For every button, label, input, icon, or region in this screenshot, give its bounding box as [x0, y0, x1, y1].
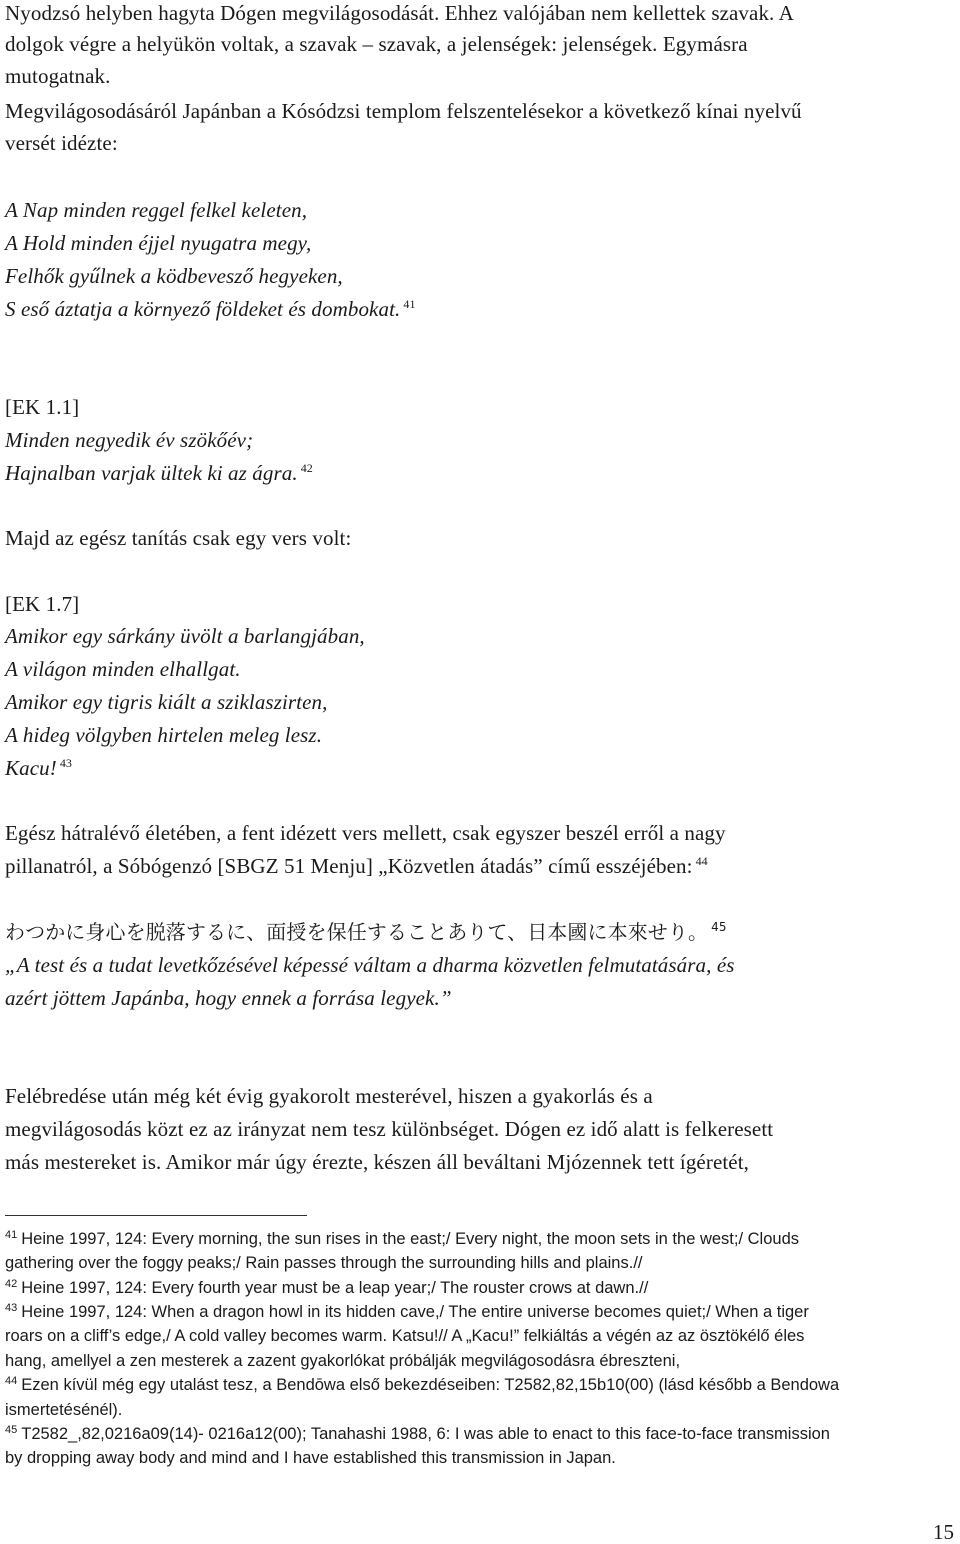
footnote-text: Ezen kívül még egy utalást tesz, a Bendōwa első bekezdéseiben: T2582,82,15b10(00) (lásd később a Bendowa — [21, 1376, 840, 1394]
footnote-44 — [5, 1373, 839, 1397]
footnote-text: T2582_,82,0216a09(14)- 0216a12(00); Tanahashi 1988, 6: I was able to enact to this face-to-face transmission — [21, 1425, 830, 1443]
poem1-line — [5, 295, 416, 323]
footnote-ref-45[interactable]: 45 — [711, 920, 727, 935]
body1-last-text: pillanatról, a Sóbógenzó [SBGZ 51 Menju] „Közvetlen átadás” című esszéjében: — [5, 854, 693, 878]
footnote-text: Heine 1997, 124: Every morning, the sun rises in the east;/ Every night, the moon sets in the west;/ Clouds — [21, 1230, 799, 1248]
poem1-line: Felhők gyűlnek a ködbevesző hegyeken, — [5, 264, 343, 288]
footnote-44-cont: ismertetésénél). — [5, 1401, 123, 1419]
poem3-line: Amikor egy tigris kiált a sziklaszirten, — [5, 690, 328, 714]
footnote-43 — [5, 1300, 809, 1324]
poem2-last-text: Hajnalban varjak ültek ki az ágra. — [5, 461, 298, 485]
footnote-42 — [5, 1276, 648, 1300]
intro-line: Megvilágosodásáról Japánban a Kósódzsi templom felszentelésekor a következő kínai nyelvű — [5, 99, 802, 123]
footnote-number: 42 — [5, 1277, 18, 1290]
footnote-45-cont: by dropping away body and mind and I have established this transmission in Japan. — [5, 1449, 616, 1467]
poem3-line: A világon minden elhallgat. — [5, 657, 241, 681]
page-number: 15 — [933, 1520, 954, 1544]
poem1-line: A Hold minden éjjel nyugatra megy, — [5, 231, 312, 255]
poem3-line — [5, 754, 72, 782]
intro-line: versét idézte: — [5, 131, 118, 155]
footnote-41 — [5, 1227, 799, 1251]
footnote-41-cont: gathering over the foggy peaks;/ Rain passes through the surrounding hills and plains.// — [5, 1254, 643, 1272]
poem2-line: Minden negyedik év szökőév; — [5, 428, 254, 452]
footnote-ref-43[interactable]: 43 — [59, 756, 73, 770]
footnote-number: 45 — [5, 1423, 18, 1436]
teaching-line: Majd az egész tanítás csak egy vers volt: — [5, 526, 352, 550]
footnote-text: Heine 1997, 124: Every fourth year must be a leap year;/ The rouster crows at dawn.// — [21, 1279, 649, 1297]
body2-line: megvilágosodás közt ez az irányzat nem tesz különbséget. Dógen ez idő alatt is felkeresett — [5, 1117, 774, 1141]
footnote-ref-44[interactable]: 44 — [695, 854, 708, 868]
ek-label: [EK 1.7] — [5, 592, 80, 616]
poem1-last-text: S eső áztatja a környező földeket és dombokat. — [5, 297, 401, 321]
cjk-quote — [5, 918, 727, 946]
body2-line: Felébredése után még két évig gyakorolt mesterével, hiszen a gyakorlás és a — [5, 1084, 653, 1108]
intro-line: Nyodzsó helyben hagyta Dógen megvilágosodását. Ehhez valójában nem kellettek szavak. A — [5, 1, 794, 25]
footnote-43-cont: roars on a cliff’s edge,/ A cold valley becomes warm. Katsu!// A „Kacu!” felkiáltás a végén az az ösztökélő éles — [5, 1327, 805, 1345]
footnote-separator — [5, 1215, 307, 1216]
footnote-45 — [5, 1422, 830, 1446]
footnote-number: 41 — [5, 1228, 18, 1241]
quote-line: „A test és a tudat levetkőzésével képessé váltam a dharma közvetlen felmutatására, és — [5, 953, 735, 977]
footnote-43-cont: hang, amellyel a zen mesterek a zazent gyakorlókat próbálják megvilágosodásra ébreszteni, — [5, 1352, 681, 1370]
footnote-ref-42[interactable]: 42 — [300, 461, 313, 475]
ek-label: [EK 1.1] — [5, 395, 80, 419]
body1-line: Egész hátralévő életében, a fent idézett vers mellett, csak egyszer beszél erről a nagy — [5, 821, 726, 845]
footnote-number: 44 — [5, 1374, 18, 1387]
quote-line: azért jöttem Japánba, hogy ennek a forrása legyek.” — [5, 986, 452, 1010]
poem3-line: Amikor egy sárkány üvölt a barlangjában, — [5, 624, 365, 648]
poem1-line: A Nap minden reggel felkel keleten, — [5, 198, 308, 222]
footnote-ref-41[interactable]: 41 — [403, 297, 416, 311]
poem2-line — [5, 459, 313, 487]
intro-line: mutogatnak. — [5, 64, 111, 88]
poem3-last-text: Kacu! — [5, 756, 57, 780]
body1-line — [5, 852, 708, 880]
poem3-line: A hideg völgyben hirtelen meleg lesz. — [5, 723, 323, 747]
intro-line: dolgok végre a helyükön voltak, a szavak – szavak, a jelenségek: jelenségek. Egymásra — [5, 32, 748, 56]
body2-line: más mestereket is. Amikor már úgy érezte, készen áll beváltani Mjózennek tett ígéretét, — [5, 1150, 750, 1174]
footnote-number: 43 — [5, 1301, 18, 1314]
cjk-quote-text: わつかに身心を脱落するに、面授を保任することありて、日本國に本來せり。 — [5, 920, 709, 944]
footnote-text: Heine 1997, 124: When a dragon howl in its hidden cave,/ The entire universe becomes quiet;/ When a tiger — [21, 1303, 809, 1321]
